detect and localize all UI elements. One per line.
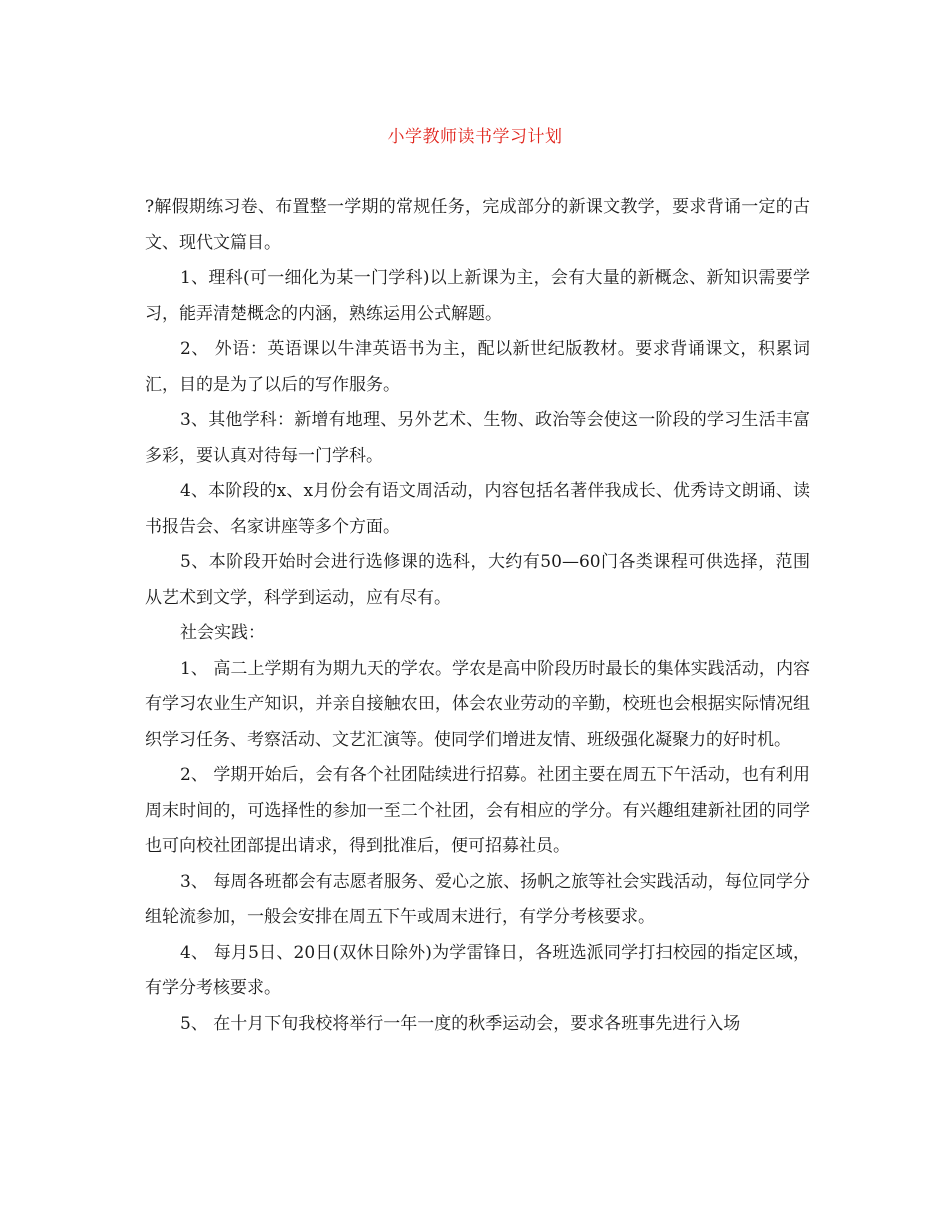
paragraph-item-1-science: 1、理科(可一细化为某一门学科)以上新课为主，会有大量的新概念、新知识需要学习，能弄清楚概念的内涵，熟练运用公式解题。 [145,268,810,324]
paragraph-item-5-electives: 5、本阶段开始时会进行选修课的选科，大约有50—60门各类课程可供选择，范围从艺术到文学，科学到运动，应有尽有。 [145,552,810,608]
section-heading-social-practice: 社会实践： [180,623,265,643]
document-body [145,190,810,1042]
paragraph-practice-2-clubs: 2、 学期开始后，会有各个社团陆续进行招募。社团主要在周五下午活动，也有利用周末时间的，可选择性的参加一至二个社团，会有相应的学分。有兴趣组建新社团的同学也可向校社团部提出请求，得到批准后，便可招募社员。 [145,765,810,856]
paragraph-practice-5-sports-meet: 5、 在十月下旬我校将举行一年一度的秋季运动会，要求各班事先进行入场 [180,1013,741,1034]
paragraph-practice-1-farming: 1、 高二上学期有为期九天的学农。学农是高中阶段历时最长的集体实践活动，内容有学习农业生产知识，并亲自接触农田，体会农业劳动的辛勤，校班也会根据实际情况组织学习任务、考察活动、文艺汇演等。使同学们增进友情、班级强化凝聚力的好时机。 [145,658,810,750]
paragraph-item-4-chinese-week: 4、本阶段的x、x月份会有语文周活动，内容包括名著伴我成长、优秀诗文朗诵、读书报告会、名家讲座等多个方面。 [145,481,810,537]
paragraph-intro: ?解假期练习卷、布置整一学期的常规任务，完成部分的新课文教学，要求背诵一定的古文、现代文篇目。 [145,197,810,253]
paragraph-practice-4-leifeng-day: 4、 每月5日、20日(双休日除外)为学雷锋日，各班选派同学打扫校园的指定区域，有学分考核要求。 [145,942,810,998]
document-title: 小学教师读书学习计划 [387,127,563,147]
paragraph-item-3-other-subjects: 3、其他学科：新增有地理、另外艺术、生物、政治等会使这一阶段的学习生活丰富多彩，要认真对待每一门学科。 [145,410,810,466]
paragraph-practice-3-volunteer: 3、 每周各班都会有志愿者服务、爱心之旅、扬帆之旅等社会实践活动，每位同学分组轮流参加，一般会安排在周五下午或周末进行，有学分考核要求。 [145,871,810,927]
paragraph-item-2-foreign-language: 2、 外语：英语课以牛津英语书为主，配以新世纪版教材。要求背诵课文，积累词汇，目的是为了以后的写作服务。 [145,339,810,395]
